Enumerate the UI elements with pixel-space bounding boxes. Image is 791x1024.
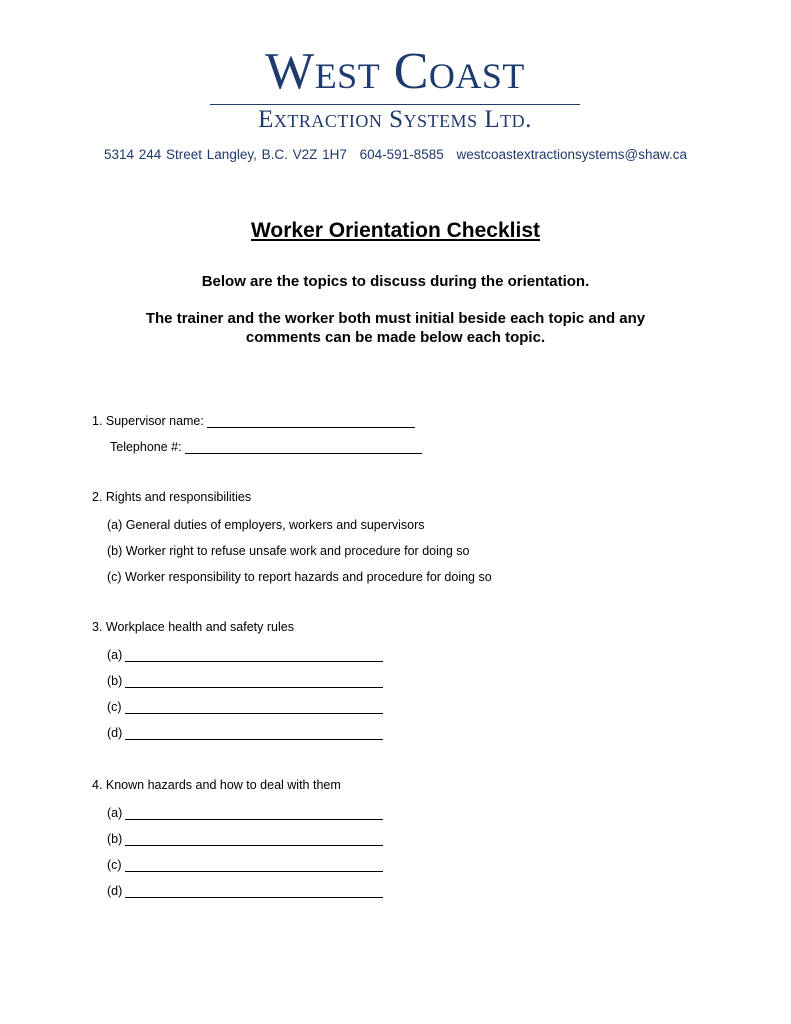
safety-rule-label-b: (b): [107, 674, 123, 688]
safety-rule-row-b: [92, 672, 732, 688]
safety-rule-field-d[interactable]: [125, 727, 383, 740]
telephone-field[interactable]: [185, 441, 422, 454]
section-rights-heading: 2. Rights and responsibilities: [92, 490, 252, 504]
rights-item-c-text: (c) Worker responsibility to report hazards and procedure for doing so: [107, 570, 492, 584]
safety-rule-field-c[interactable]: [125, 701, 383, 714]
logo-company-name: West Coast: [265, 43, 525, 100]
hazard-row-c: [92, 856, 732, 872]
hazard-field-a[interactable]: [125, 807, 383, 820]
intro-initial-note: [0, 309, 791, 347]
hazard-field-b[interactable]: [125, 833, 383, 846]
section-hazards-heading: 4. Known hazards and how to deal with them: [92, 778, 341, 792]
supervisor-name-label: 1. Supervisor name:: [92, 414, 204, 428]
rights-item-b: [92, 542, 732, 558]
hazard-label-b: (b): [107, 832, 123, 846]
rights-item-b-text: (b) Worker right to refuse unsafe work and procedure for doing so: [107, 544, 470, 558]
hazard-field-d[interactable]: [125, 885, 383, 898]
safety-rule-field-b[interactable]: [125, 675, 383, 688]
hazard-label-c: (c): [107, 858, 122, 872]
telephone-label: Telephone #:: [110, 440, 182, 454]
rights-item-c: [92, 568, 732, 584]
safety-rule-row-a: [92, 646, 732, 662]
section-safety-rules-heading: 3. Workplace health and safety rules: [92, 620, 294, 634]
company-logo: [210, 44, 580, 134]
checklist-body: [92, 412, 732, 898]
safety-rule-label-c: (c): [107, 700, 122, 714]
supervisor-name-field[interactable]: [207, 415, 415, 428]
intro-initial-note-line2: comments can be made below each topic.: [245, 329, 546, 346]
company-email: westcoastextractionsystems@shaw.ca: [456, 147, 688, 162]
supervisor-name-row: [92, 412, 732, 428]
rights-item-a-text: (a) General duties of employers, workers and supervisors: [107, 518, 425, 532]
company-address: 5314 244 Street Langley, B.C. V2Z 1H7: [103, 147, 347, 162]
hazard-row-b: [92, 830, 732, 846]
rights-item-a: [92, 516, 732, 532]
safety-rule-label-a: (a): [107, 648, 123, 662]
safety-rule-field-a[interactable]: [125, 649, 383, 662]
hazard-label-a: (a): [107, 806, 123, 820]
telephone-row: [92, 438, 732, 454]
hazard-row-a: [92, 804, 732, 820]
intro-instructions: Below are the topics to discuss during the orientation.: [201, 273, 590, 290]
company-contact-line: [0, 147, 791, 162]
safety-rule-label-d: (d): [107, 726, 123, 740]
company-phone: 604-591-8585: [359, 147, 444, 162]
logo-divider: [210, 104, 580, 105]
hazard-row-d: [92, 882, 732, 898]
hazard-label-d: (d): [107, 884, 123, 898]
safety-rule-row-d: [92, 724, 732, 740]
hazard-field-c[interactable]: [125, 859, 383, 872]
intro-initial-note-line1: The trainer and the worker both must initial beside each topic and any: [145, 310, 646, 327]
page-title: Worker Orientation Checklist: [250, 219, 541, 242]
logo-company-subtitle: Extraction Systems Ltd.: [258, 106, 532, 133]
safety-rule-row-c: [92, 698, 732, 714]
